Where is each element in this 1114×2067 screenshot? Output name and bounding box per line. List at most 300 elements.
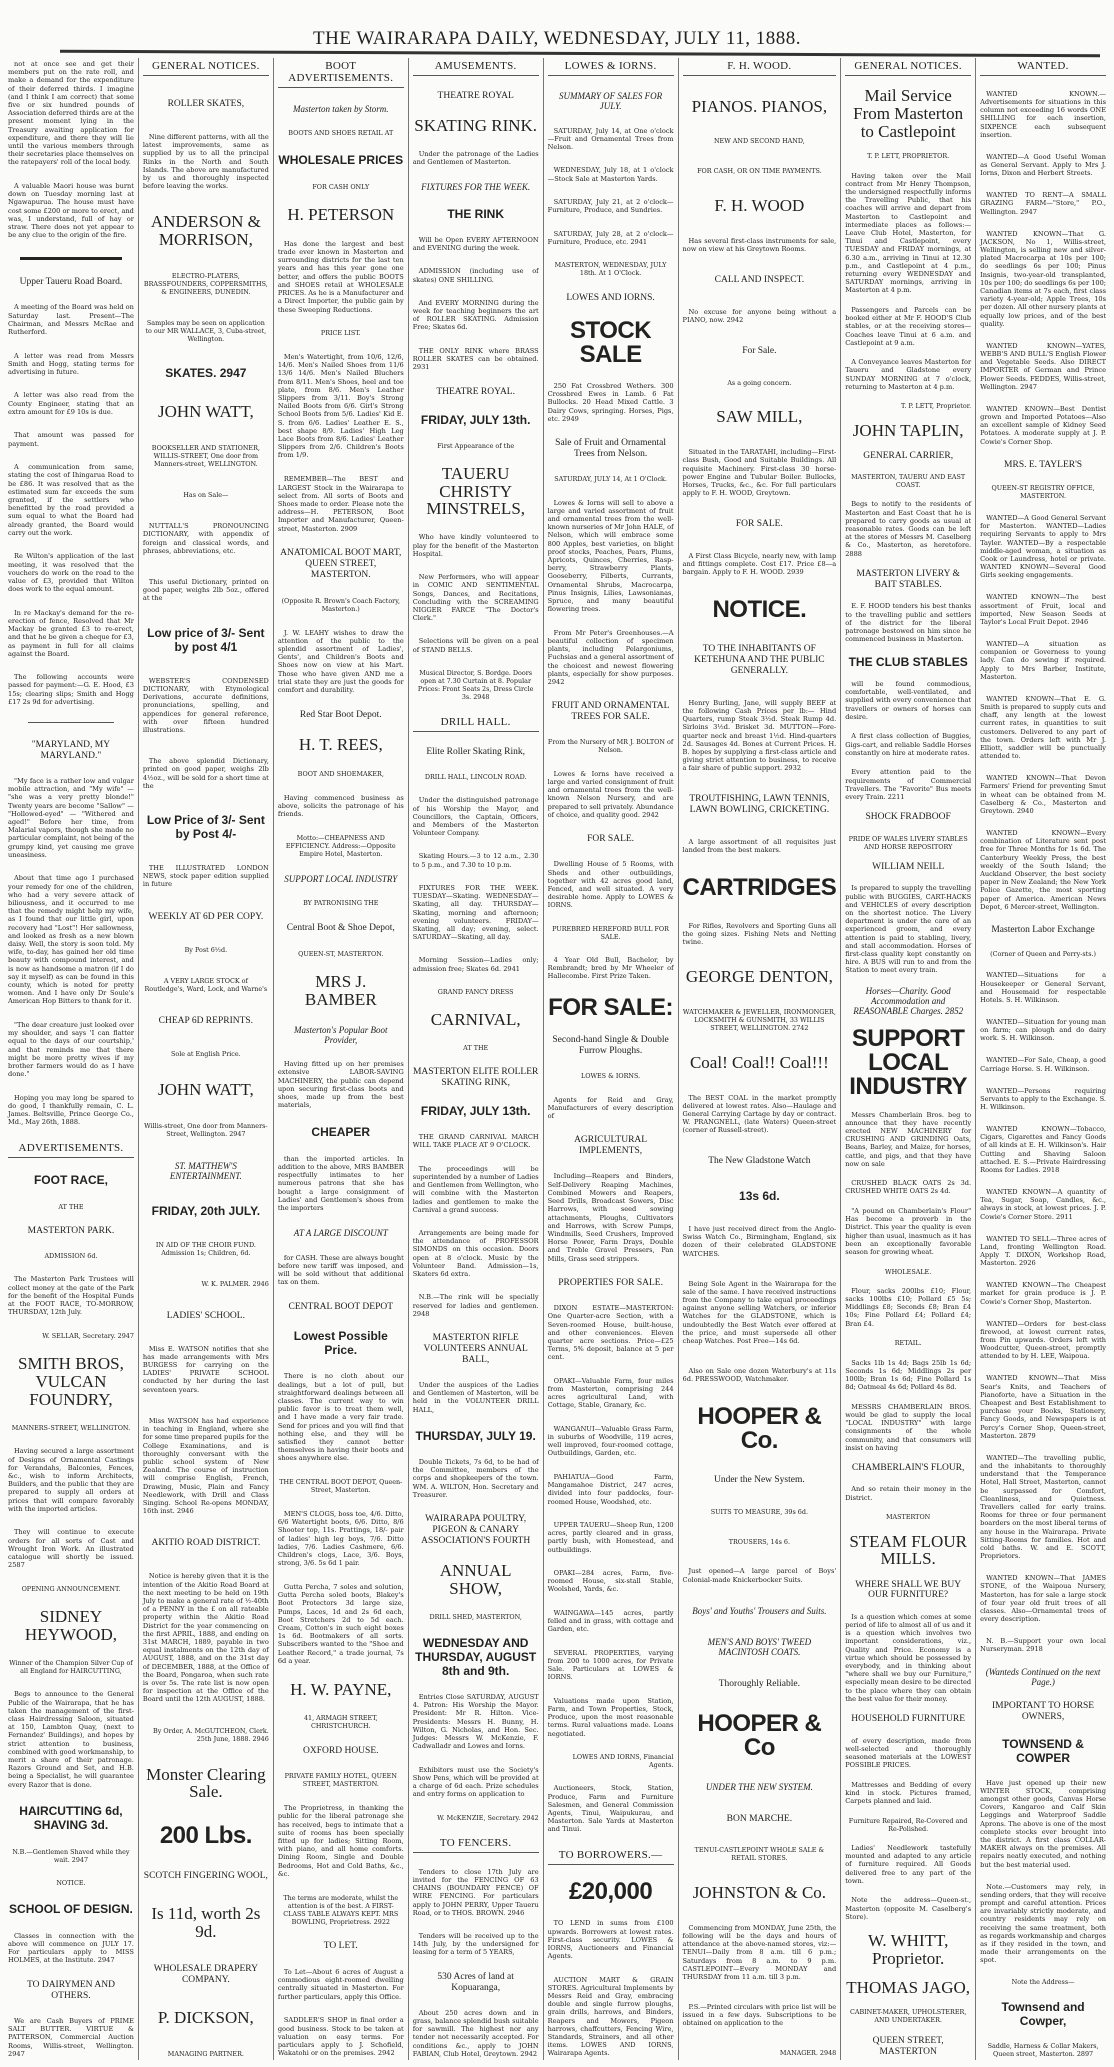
ad-bold-line: Low Price of 3/- Sent by Post 4/-	[146, 813, 265, 841]
small-text: BOOT AND SHOEMAKER,	[297, 769, 384, 778]
ad-subheading: WHERE SHALL WE BUY OUR FURNITURE?	[855, 1579, 962, 1601]
small-text: QUEEN-ST REGISTRY OFFICE, MASTERTON.	[991, 484, 1095, 501]
italic-line: FIXTURES FOR THE WEEK.	[421, 181, 531, 192]
ad-bold-line: WHOLESALE PRICES	[278, 153, 404, 168]
ad-display-title: £20,000	[568, 1878, 653, 1906]
ad-bold-line: FRIDAY, JULY 13th.	[420, 1104, 531, 1119]
paragraph: From Mr Peter's Greenhouses.—A beautiful collection of specimen plants, including Pelargoniums, Fuchsias and a general assortment of the choicest and newest flowering plants, especially for show purposes. 2942	[547, 628, 674, 686]
paragraph: That amount was passed for payment.	[8, 431, 134, 448]
ad-subheading: FOR SALE.	[587, 834, 635, 845]
paragraph: For Rifles, Revolvers and Sporting Guns all the going sizes. Fishing Nets and Netting twine.	[682, 922, 837, 947]
paragraph: of every description, made from well-selected and thoroughly seasoned materials at the LOWEST POSSIBLE PRICES.	[845, 1736, 972, 1770]
small-text: Musical Director, S. Bordge. Doors open at 7.30 Curtain at 8. Popular Prices: Front Seats 2s, Dress Circle 3s. 2948	[417, 668, 534, 701]
paragraph: A first class collection of Buggies, Gigs-cart, and reliable Saddle Horses constantly on hire at moderate rates.	[845, 732, 972, 757]
paragraph: Classes in connection with the above will commence on JULY 17. For particulars apply to MISS HOLMES, at the Institute. 2947	[8, 1931, 134, 1965]
ad-subheading: CALL AND INSPECT.	[714, 274, 805, 285]
ad-subheading: WHOLESALE DRAPERY COMPANY.	[153, 1964, 258, 1985]
small-text: Has on Sale—	[183, 491, 229, 500]
paragraph: Lowes & Iorns will sell to above a large and varied assortment of fruit and ornamental trees from the well-known nurseries of Mr John HALE, of Nelson, which will embrace some 800 Apples, best varieties, on blight proof stocks, Peaches, Pears, Plums, Apricots, Quinces, Cherries, Rasp-berry, Strawberry Plants, Gooseberry, Filberts, Currants, Ornamental Shrubs, Macrocarpa, Pinus Insignis, Lilies, Lawsonianas, Spruce, and many beautiful flowering trees.	[547, 498, 674, 614]
paragraph: WANTED TO RENT—A SMALL GRAZING FARM—"Store," P.O., Wellington. 2947	[980, 191, 1107, 216]
italic-line: MEN'S AND BOYS' TWEED MACINTOSH COATS.	[707, 1637, 812, 1658]
italic-line: SUPPORT LOCAL INDUSTRY	[284, 873, 398, 884]
ad-subheading: Central Boot & Shoe Depot,	[286, 922, 395, 933]
ad-subheading: WILLIAM NEILL	[872, 862, 945, 873]
section-heading: GENERAL NOTICES.	[143, 60, 269, 76]
section-heading: AMUSEMENTS.	[413, 60, 539, 76]
column-amusements	[409, 58, 544, 2060]
thick-divider	[20, 257, 122, 260]
paragraph: P.S.—Printed circulars with price list will be issued in a few days. Subscriptions to be obtained on application to the	[682, 2003, 837, 2028]
ad-subheading: MRS. E. TAYLER'S	[1004, 459, 1083, 470]
paragraph: A letter was read from Messrs Smith and Hogg, stating terms for advertising in future.	[8, 351, 134, 376]
paragraph: TO LEND in sums from £100 upwards. Borrowers at lowest rates. First-class security. LOWES & IORNS, Auctioneers and Financial Agents.	[547, 1919, 674, 1961]
small-text: Saddle, Harness & Collar Makers, Queen street, Masterton. 2897	[987, 2041, 1099, 2058]
small-text: NOTICE.	[56, 1878, 86, 1887]
paragraph: Under the patronage of the Ladies and Gentlemen of Masterton.	[412, 150, 539, 167]
paragraph: About that time ago I purchased your remedy for one of the children, who had a very severe attack of biliousness, and it occurred to me that the remedy might help my wife, as I found that our little girl, upon recovery had "Lost"! Her sallowness, and looked as fresh as a new blown daisy. Well, the story is soon told. My wife, to-day, has gained her old time beauty with compound interest, and is now as handsome a matron (if I do say it myself) as can be found in this county, which is noted for pretty women. And I have only Dr Soule's American Hop Bitters to thank for it.	[8, 874, 134, 1006]
paragraph: WANTED KNOWN—That G. JACKSON, No 1, Willis-street, Wellington, is selling new and silver-plated Macrocarpa at 10s per 100; do seedlings 6s per 100; Pinus Insignis, two-year-old transplanted, 10s per 100; do seedlings 6s per 100; Canadian items at 7s each, first class variety 4-year-old; Apple Trees, 10s per dozen. All other nursery plants at equally low prices, and of the best quality.	[980, 229, 1107, 328]
ad-title: JOHN WATT,	[158, 402, 254, 422]
ad-subheading: LADIES' SCHOOL.	[166, 1310, 245, 1321]
paragraph: To Let—About 6 acres of August a commodious eight-roomed dwelling centrally situated in Masterton. For further particulars, apply this Office.	[277, 1967, 404, 2001]
ad-title: PIANOS. PIANOS,	[691, 96, 828, 116]
small-text: T. P. LETT, PROPRIETOR.	[867, 152, 950, 161]
paragraph: We are Cash Buyers of PRIME SALT BUTTER. VIRTUE & PATTERSON, Commercial Auction Rooms, Willis-street, Wellington. 2947	[8, 2016, 134, 2058]
paragraph: Lowes & Iorns have received a large and varied consignment of fruit and ornamental trees from the well-known Nelson Nursery, and are prepared to sell privately. Abundance of choice, and quality good. 2942	[547, 769, 674, 819]
ad-title: JOHNSTON & Co.	[692, 1883, 827, 1903]
ad-subheading: FOR SALE.	[735, 519, 783, 530]
small-text: CABINET-MAKER, UPHOLSTERER, AND UNDERTAKER.	[849, 2008, 967, 2025]
ad-title: GEORGE DENTON,	[685, 967, 833, 987]
small-text: SATURDAY, JULY 14, At 1 O'Clock.	[554, 475, 667, 484]
paragraph: Re Wilton's application of the last meeting, it was resolved that the vouchers do work on the road to the value of £3, provided that Wilton does work to the equal amount.	[8, 552, 134, 594]
column-lowes-iorns	[544, 58, 679, 2060]
signature-line: T. P. LETT, Proprietor.	[901, 402, 972, 411]
paragraph: "The dear creature just looked over my shoulder, and says 'I can flatter equal to the days of our courtship,' and that reminds me that there might be more pretty wives if my brother farmers would do as I have done."	[8, 1020, 134, 1079]
paragraph: WANTED KNOWN—Best Dentist grown and Imported Potatoes—Also an excellent sample of Kidney Seed Potatoes. A moderate supply at J. P. Cowie's Corner Shop.	[980, 404, 1107, 446]
italic-line: UNDER THE NEW SYSTEM.	[705, 1781, 813, 1792]
paragraph: Just opened—A large parcel of Boys' Colonial-made Knickerbocker Suits.	[682, 1567, 837, 1584]
small-text: DRILL SHED, MASTERTON,	[429, 1612, 522, 1621]
paragraph: THE ONLY RINK where BRASS ROLLER SKATES can be obtained. 2931	[412, 346, 539, 372]
paragraph: They will continue to execute orders for all sorts of Cast and Wrought Iron Work. An illustrated catalogue will shortly be issued. 2587	[8, 1528, 134, 1570]
paragraph: Entries Close SATURDAY, AUGUST 4. Patron: His Worship the Mayor. President: Mr R. Hilton. Vice-Presidents: Messrs H. Bunny, H. Wilton, G. Nicholas, and Hon. Sec. Judges: Messrs W. McKenzie, F. Cadwalladr and Lowes and Iorns.	[412, 1693, 539, 1751]
paragraph: Gutta Percha, 7 soles and solution, Gutta Percha soled boots, Blakey's Boot Protectors 3d large size, Pumps, Laces, 1d and 2s 6d each, Boot Stretchers 2d to 5d each. Cream, Cotton's in such eight boxes 1s 6d. Bootmakers of all sorts. Subscribers wanted to the "Shoe and Leather Record," a trade journal, 7s 6d a year.	[277, 1582, 404, 1665]
paragraph: SATURDAY, July 21, at 2 o'clock—Furniture, Produce, and Sundries.	[547, 198, 674, 215]
small-text: Sole at English Price.	[171, 1049, 241, 1058]
column-news	[4, 58, 139, 2060]
paragraph: WANTED—Persons requiring Servants to apply to the Exchange. S. H. Wilkinson.	[980, 1086, 1107, 1111]
ad-display-title: STOCK SALE	[570, 316, 652, 368]
paragraph: And so retain their money in the District.	[845, 1485, 972, 1502]
ad-subheading: Thoroughly Reliable.	[718, 1679, 800, 1690]
paragraph: E. F. HOOD tenders his best thanks to the travelling public and settlers of the district for the liberal patronage bestowed on him since he commenced business in Masterton.	[845, 602, 972, 644]
ad-subheading: Masterton Labor Exchange	[991, 924, 1095, 935]
paragraph: WANTED—Situation for young man on farm; can plough and do dairy work. S. H. Wilkinson.	[980, 1017, 1107, 1043]
paragraph: Is a question which comes at some period of life to almost all of us and it is a question which involves two important considerations, viz., Quality and Price. Economy is a virtue which should be possessed by everybody, and in thinking about "where shall we buy our Furniture," especially mean desire to be directed to the place where they can obtain the best value for their money.	[845, 1612, 972, 1703]
ad-subheading: Elite Roller Skating Rink,	[426, 747, 526, 758]
paragraph: N.B.—The rink will be specially reserved for ladies and gentlemen. 2948	[412, 1293, 539, 1318]
paragraph: Under the auspices of the Ladies and Gentlemen of Masterton, will be held in the VOLUNTEER DRILL HALL,	[412, 1381, 539, 1414]
paragraph: Nine different patterns, with all the latest improvements, same as supplied by us to all the principal Rinks in the North and South Islands. The above are manufactured by us and thoroughly inspected before leaving the works.	[142, 132, 269, 191]
paragraph: The following accounts were passed for payment:—G. E. Hood, £3 15s; clearing slips; Smith and Hogg £17 2s 9d for advertising.	[8, 673, 134, 706]
italic-line: (Wanteds Continued on the next Page.)	[985, 1667, 1101, 1688]
signature-line: LOWES AND IORNS, Financial Agents.	[572, 1753, 674, 1770]
paragraph: WANTED KNOWN—The best assortment of Fruit, local and imported, New Season Seeds at Taylor's Local Fruit Depot. 2946	[980, 593, 1107, 627]
ad-subheading: GENERAL CARRIER,	[863, 450, 954, 461]
paragraph: SATURDAY, July 28, at 2 o'clock—Furniture, Produce, etc. 2941	[547, 229, 674, 246]
ad-bold-line: FOOT RACE,	[33, 1173, 108, 1188]
paragraph: WAINGAWA—145 acres, partly felled and in grass, with cottage and Garden, etc.	[547, 1608, 674, 1634]
paragraph: Mattresses and Bedding of every kind in stock. Pictures framed, Carpets planned and laid.	[845, 1780, 972, 1806]
paragraph: OPAKI—284 acres, Farm, five-roomed House, six-stall Stable, Woolshed, Yards, &c.	[547, 1569, 674, 1594]
small-text: BOOKSELLER AND STATIONER, WILLIS-STREET, One door from Manners-street, WELLINGTON.	[151, 444, 260, 469]
paragraph: WANTED KNOWN—That Devon Farmers' Friend for preventing Smut in wheat can be obtained from M. Caselberg & Co., Masterton and Greytown. 2940	[980, 774, 1107, 816]
paragraph: CRUSHED BLACK OATS 2s 3d. CRUSHED WHITE OATS 2s 4d.	[845, 1179, 972, 1196]
paragraph: No excuse for anyone being without a PIANO, now. 2942	[682, 307, 837, 324]
ad-subheading: Second-hand Single & Double Furrow Ploughs.	[552, 1035, 669, 1057]
paragraph: WANTED KNOWN—That Miss Sear's Knits, and Teachers of Pianoforte, have a Situation in the Cheapest and Best Establishment to purchase your Books, Stationery, Fancy Goods, and Newspapers is at Percy's Corner Shop, Queen-street, Masterton. 2879	[980, 1374, 1107, 1440]
ad-title: H. W. PAYNE,	[290, 1679, 392, 1699]
paragraph: Under the distinguished patronage of his Worship the Mayor, and Councillors, the Captain, Officers, and Members of the Masterton Volunteer Company.	[412, 796, 539, 838]
masthead-rule	[60, 50, 1100, 58]
masthead-title: THE WAIRARAPA DAILY, WEDNESDAY, JULY 11, 1888.	[313, 28, 801, 49]
paragraph: WANTED—Situations for a Housekeeper or General Servant, and Housemaid for respectable Hotels. S. H. Wilkinson.	[980, 971, 1107, 1004]
paragraph: In re Mackay's demand for the re-erection of fence, Resolved that Mr Mackay be granted £3 to re-erect, and that he be given a cheque for £3, as payment in full for all claims against the Board.	[8, 608, 134, 658]
paragraph: WANTED—The travelling public, and the inhabitants to thoroughly understand that the Temperance Hotel, Hall Street, Masterton, cannot be surpassed for Comfort, Cleanliness, and Quietness. Travellers called for early trains. Rooms for three or four permanent boarders on the most liberal terms of any house in the Wairarapa. Private Sitting-Rooms for families. Hot and cold baths. W. and E. SCOTT, Proprietors.	[980, 1453, 1107, 1561]
ad-title: Monster Clearing Sale.	[146, 1764, 266, 1802]
paragraph: MEN'S CLOGS, boss toe, 4/6. Ditto, 6/6 Watertight boots, 6/6. Ditto, 8/6 Shooter top, 11s. Prattings, 18/- pair of ladies' high leg boys, 7/6. Ditto ladies, 7/6. Ladies Cashmere, 6/6. Children's clogs, Lace, 3/6. Boys, strong, 3/6. 5s 6d 1 pair.	[277, 1509, 404, 1568]
small-text: DRILL HALL, LINCOLN ROAD.	[424, 773, 527, 782]
small-text: Motto:—CHEAPNESS AND EFFICIENCY. Address:—Opposite Empire Hotel, Masterton.	[285, 833, 396, 858]
ad-subheading: CHEAP 6D REPRINTS.	[158, 1015, 254, 1026]
paragraph: And EVERY MORNING during the week for teaching beginners the art of ROLLER SKATING. Admission Free; Skates 6d.	[412, 298, 539, 332]
small-text: RETAIL.	[894, 1339, 922, 1348]
ad-subheading: BON MARCHE.	[726, 1813, 793, 1824]
ad-title: JOHN WATT,	[158, 1079, 254, 1099]
small-text: (Opposite R. Brown's Coach Factory, Masterton.)	[281, 596, 401, 613]
small-text: MASTERTON	[886, 1513, 931, 1522]
paragraph: Having commenced business as above, solicits the patronage of his friends.	[277, 793, 404, 819]
paragraph: A meeting of the Board was held on Saturday last. Present—The Chairman, and Messrs McRae and Rutherford.	[8, 303, 134, 336]
paragraph: Miss WATSON has had experience in teaching in England, where she for some time prepared pupils for the College Examinations, and is thoroughly conversant with the public school system of New Zealand. The course of instruction will comprise English, French, Drawing, Music, Plain and Fancy Needlework, with Drill and Class Singing. School Re-opens MONDAY, 16th inst. 2946	[142, 1416, 269, 1516]
ad-subheading: TO THE INHABITANTS OF KETEHUNA AND THE PUBLIC GENERALLY.	[694, 644, 825, 676]
paragraph: N. B.—Support your own local Nurseryman. 2918	[980, 1637, 1107, 1654]
small-text: WHOLESALE.	[885, 1267, 932, 1276]
small-text: AT THE	[58, 1202, 84, 1211]
ad-title: H. T. REES,	[298, 735, 383, 755]
paragraph: for CASH. These are always bought before new tariff was imposed, and will be sold without that additional tax on them.	[277, 1253, 404, 1287]
paragraph: Including—Reapers and Binders, Self-Delivery Reaping Machines, Combined Mowers and Reapers, Seed Drills, Broadcast Sowers, Disc Harrows, with seed sowing attachments, Ploughs, Cultivators and Harrows, with Screw Pumps, Windmills, Seed Crushers, Improved Horse Power, Farm Drays, Double and Treble Gravel Pressers, Pan Mills, Grass seed strippers.	[547, 1172, 674, 1263]
paragraph: NUTTALL'S PRONOUNCING DICTIONARY, with appendix of foreign and classical words, and phrases, abbreviations, etc.	[142, 522, 269, 555]
ad-title: THOMAS JAGO,	[846, 1978, 971, 1998]
ad-title: Mail Service From Masterton to Castlepoint	[853, 86, 964, 142]
ad-bold-line: FRIDAY, 20th JULY.	[151, 1203, 261, 1218]
ad-title: STEAM FLOUR MILLS.	[849, 1531, 967, 1569]
paragraph: A valuable Maori house was burnt down on Tuesday morning last at Ngawapurua. The house must have cost some £200 or more to erect, and was, I understand, full of hay or straw. There does not yet appear to be any clue to the origin of the fire.	[8, 181, 134, 240]
small-text: 41, ARMAGH STREET, CHRISTCHURCH.	[303, 1714, 378, 1731]
small-text: Winner of the Champion Silver Cup of all England for HAIRCUTTING,	[9, 1659, 133, 1676]
paragraph: "A pound on Chamberlain's Flour" Has become a proverb in the District. This year the quality is even higher than usual, inasmuch as it has been an exceptionally favorable season for growing wheat.	[845, 1207, 972, 1257]
paragraph: WANTED KNOWN—YATES, WEBB'S AND BULL'S English Flower and Vegetable Seeds. Also DIRECT IMPORTER of German and Prince Flower Seeds. FEDDES, Willis-street, Wellington. 2947	[980, 341, 1107, 391]
paragraph: ADMISSION (including use of skates) ONE SHILLING.	[412, 267, 539, 284]
ad-title: P. DICKSON,	[157, 2007, 254, 2027]
small-text: TENUI-CASTLEPOINT WHOLE SALE & RETAIL STORES.	[694, 1846, 825, 1863]
ad-subheading: THEATRE ROYAL.	[436, 386, 515, 397]
paragraph: Auctioneers, Stock, Station, Produce, Farm and Furniture Salesmen, and General Commission Agents, Tinui, Waipukurau, and Masterton. Sale Yards at Masterton and Tinui.	[547, 1784, 674, 1834]
section-heading: TO FENCERS.	[413, 1837, 539, 1853]
italic-line: Masterton taken by Storm.	[293, 103, 389, 114]
paragraph: WANTED KNOWN—Tobacco, Cigars, Cigarettes and Fancy Goods of all kinds at E. H. Wilkinson's. Hair Cutting and Shaving Saloon attached. E. S.—Private Hairdressing Rooms for Ladies. 2918	[980, 1124, 1107, 1174]
paragraph: Has several first-class instruments for sale, now on view at his Greytown Rooms.	[682, 236, 837, 253]
section-heading: LOWES & IORNS.	[548, 60, 674, 76]
paragraph: Double Tickets, 7s 6d, to be had of the Committee, members of the corps and shopkeepers of the town. WM. A. WILTON, Hon. Secretary and Treasurer.	[412, 1458, 539, 1499]
section-heading: DRILL HALL.	[413, 716, 539, 732]
ad-title: SMITH BROS, VULCAN FOUNDRY,	[18, 1354, 124, 1409]
paragraph: Valuations made upon Station, Farm, and Town Properties, Stock, Produce, upon the most reasonable terms. Rural valuations made. Loans negotiated.	[547, 1696, 674, 1738]
paragraph: THE GRAND CARNIVAL MARCH WILL TAKE PLACE AT 9 O'CLOCK.	[412, 1133, 539, 1150]
small-text: MASTERTON, WEDNESDAY, JULY 18th. At 1 O'Clock.	[554, 261, 667, 278]
paragraph: FIXTURES FOR THE WEEK. TUESDAY—Skating. WEDNESDAY—Skating, all day. THURSDAY—Skating, morning and afternoon; evening volunteers. FRIDAY—Skating, all day; evening, select. SATURDAY—Skating, all day.	[412, 883, 539, 942]
paragraph: WANGANUI—Valuable Grass Farm, in suburbs of Woodville, 119 acres, well improved, four-roomed cottage, Outbuildings, Garden, etc.	[547, 1424, 674, 1458]
small-text: ELECTRO-PLATERS, BRASSFOUNDERS, COPPERSMITHS, & ENGINEERS, DUNEDIN.	[143, 272, 268, 297]
ad-subheading: AGRICULTURAL IMPLEMENTS,	[574, 1135, 648, 1157]
ad-title: JOHN TAPLIN,	[852, 420, 964, 440]
small-text: Willis-street, One door from Manners-Street, Wellington. 2947	[144, 1121, 268, 1138]
italic-line: ST. MATTHEW'S ENTERTAINMENT.	[169, 1160, 242, 1181]
ad-bold-line: FRIDAY, JULY 13th.	[420, 412, 531, 427]
ad-subheading: IMPORTANT TO HORSE OWNERS,	[991, 1701, 1095, 1723]
paragraph: Miss E. WATSON notifies that she has made arrangements with Mrs BURGESS for carrying on the LADIES' PRIVATE SCHOOL conducted by her during the last seventeen years.	[142, 1344, 269, 1394]
paragraph: Will be Open EVERY AFTERNOON and EVENING during the week.	[412, 235, 539, 253]
ad-subheading: ROLLER SKATES,	[167, 99, 245, 110]
divider	[28, 722, 114, 723]
column-boot-advertisements	[274, 58, 409, 2060]
paragraph: MESSRS CHAMBERLAIN BROS. would be glad to supply the local "LOCAL INDUSTRY" with large consignments of the whole community, and that consumers will insist on having	[845, 1402, 972, 1452]
ad-title: ANDERSON & MORRISON,	[150, 212, 261, 250]
ad-subheading: TO LET.	[323, 1941, 358, 1952]
italic-line: SUMMARY OF SALES FOR JULY.	[559, 91, 663, 112]
small-text: TROUSERS, 14s 6.	[728, 1537, 791, 1546]
paragraph: Men's Watertight, from 10/6, 12/6, 14/6. Men's Nailed Shoes from 11/6 13/6 14/6. Men's Nailed Bluchers from 8/11. Men's Shoes, heel and toe plate, from 8/6. Men's Leather Slippers from 3/11. Boy's Strong Nailed Boots from 6/6. Girl's Strong School Boots from 5/6. Ladies' Kid E. S. from 6/6. Ladies' Leather E. S., best shape 8/9. Ladies' High Leg Lace Boots from 8/6. Ladies' Leather Slippers from 2/6. Children's Boots from 1/9.	[277, 353, 404, 460]
paragraph: UPPER TAUERU—Sheep Run, 1200 acres, partly cleared and in grass, partly bush, with Homestead, and outbuildings.	[547, 1521, 674, 1554]
paragraph: "My face is a rather low and vulgar mobile attraction, and "My wife" — "she was a very pretty blonde!" Twenty years are become "Sallow" — "Hollowed-eyed" — "Withered and aged!" Before her time, from Malarial vapors, though she made no particular complaint, not being of the grumpy kind, yet causing me grave uneasiness.	[8, 776, 134, 859]
ad-subheading: The New Gladstone Watch	[708, 1156, 811, 1167]
small-text: OPENING ANNOUNCEMENT.	[21, 1584, 121, 1593]
ad-subheading: Red Star Boot Depot.	[299, 709, 382, 720]
paragraph: Arrangements are being made for the attendance of PROFESSOR SIMONDS on this occasion. Doors open at 8 o'clock. Music by the Volunteer Band. Admission—1s, Skaters 6d extra.	[412, 1229, 539, 1279]
paragraph: Commencing from MONDAY, June 25th, the following will be the days and hours of attendance at the above-named stores, viz:— TENUI—Daily from 8 a.m. till 6 p.m.; Saturdays from 8 a.m. to 9 p.m. CASTLEPOINT—Every MONDAY and THURSDAY from 11 a.m. till 3 p.m.	[682, 1923, 837, 1982]
ad-bold-line: Townsend and Cowper,	[1001, 2000, 1085, 2029]
ad-title: CARNIVAL,	[430, 1010, 521, 1030]
paragraph: Tenders will be received up to the 14th July, by the undersigned for leasing for a term of 5 YEARS,	[412, 1932, 539, 1957]
ad-title: H. PETERSON	[287, 205, 395, 225]
ad-subheading: TO DAIRYMEN AND OTHERS.	[26, 1979, 115, 2001]
paragraph: Begs to notify to the residents of Masterton and East Coast that he is prepared to carry goods as usual at reasonable rates. Goods can be left at the stores of Messrs M. Caselberg & Co., Masterton, as heretofore. 2888	[845, 500, 972, 558]
small-text: The terms are moderate, whilst the attention is of the best. A FIRST-CLASS TABLE ALWAYS KEPT. MRS BOWLING, Proprietress. 2922	[283, 1893, 399, 1926]
paragraph: Begs to announce to the General Public of the Wairarapa, that he has taken the management of the first-class Hairdressing Saloon, situated at 150, Lambton Quay, (next to Fernandez' Buildings), and hopes by strict attention to business, combined with good workmanship, to merit a share of their patronage. Razors Ground and Set, and H.B. being a Specialist, he will guarantee every Razor that is done.	[8, 1690, 134, 1789]
paragraph: SADDLER'S SHOP in final order a good business. Stock to be taken at valuation on easy terms. For particulars apply to J. Schofield, Wakatohi or on the premises. 2942	[277, 2016, 404, 2058]
paragraph: WEBSTER'S CONDENSED DICTIONARY, with Etymological Derivations, accurate definitions, pronunciations, spelling, and appendices for general reference, with over fifteen hundred illustrations.	[142, 676, 269, 734]
paragraph: DIXON ESTATE—MASTERTON: One Quarter-acre Section, with a Seven-roomed House, built-house, and other conveniences. Eleven quarter acre sections. Price—£25 Terms, 5% deposit, balance at 5 per cent.	[547, 1304, 674, 1362]
ad-bold-line: CHEAPER	[311, 1125, 371, 1140]
small-text: THE CENTRAL BOOT DEPOT, Queen-Street, Masterton.	[279, 1478, 403, 1495]
paragraph: A large assortment of all requisites just landed from the best makers.	[682, 838, 837, 855]
ad-subheading: MASTERTON PARK.	[27, 1225, 115, 1236]
ad-subheading: QUEEN STREET, MASTERTON	[872, 2035, 944, 2057]
ad-bold-line: THE CLUB STABLES	[848, 654, 968, 669]
paragraph: WANTED KNOWN—That E. G. Smith is prepared to supply cuts and chaff, any length at the lowest current rates, in quantities to suit customers. Delivered to any part of the town. Orders left with Mr J. Elliott, saddler will be punctually attended to.	[980, 694, 1107, 761]
small-text: First Appearance of the	[437, 441, 515, 450]
ad-subheading: ANATOMICAL BOOT MART, QUEEN STREET, MASTERTON.	[280, 548, 402, 581]
paragraph: Notice is hereby given that it is the intention of the Akitio Road Board at the next meeting to be held on 19th July to make a general rate of ½-40th of a PENNY in the £ on all rateable property within the Akitio Road District for the year commencing on the first APRIL, 1888, and ending on 31st MARCH, 1889, payable in two equal instalments on the 12th day of AUGUST, 1888, and on the 31st day of DECEMBER, 1888, at the Office of the Board, Pongaroa, when such rate is over 5s. The rate list is now open for inspection at the Office of the Board until the 12th AUGUST, 1888.	[142, 1572, 269, 1704]
section-heading: BOOT ADVERTISEMENTS.	[278, 60, 404, 88]
paragraph: A First Class Bicycle, nearly new, with lamp and fittings complete. Cost £17. Price £8—a bargain. Apply to F. H. WOOD. 2939	[682, 551, 837, 577]
paragraph: This useful Dictionary, printed on good paper, weighs 2lb 5oz., offered at the	[142, 578, 269, 603]
paragraph: Every attention paid to the requirements of Commercial Travellers. The "Favorite" Bus meets every Train. 2211	[845, 768, 972, 801]
paragraph: OPAKI—Valuable Farm, four miles from Masterton, comprising 244 acres agricultural Land, with Cottage, Stable, Granary, &c.	[547, 1376, 674, 1410]
small-text: PRIDE OF WALES LIVERY STABLES AND HORSE REPOSITORY	[848, 834, 968, 851]
small-text: BOOTS AND SHOES RETAIL AT	[288, 129, 394, 138]
paragraph: WANTED TO SELL—Three acres of Land, fronting Wellington Road. Apply T. DIXON, Workshop Road, Masterton. 2926	[980, 1234, 1107, 1268]
paragraph: Being Sole Agent in the Wairarapa for the sale of the same. I have received instructions from the Company to take equal proceedings against anyone selling Watchers, or inferior Watches for the GLADSTONE, which is undoubtedly the Best Watch ever offered at the price, and must supersede all other cheap Watches. Post Free—14s 6d.	[682, 1279, 837, 1345]
small-text: QUEEN-ST, MASTERTON.	[298, 949, 384, 958]
italic-line: Boys' and Youths' Trousers and Suits.	[692, 1605, 827, 1616]
ad-bold-line: WEDNESDAY AND THURSDAY, AUGUST 8th and 9th.	[415, 1635, 537, 1678]
section-heading: ADVERTISEMENTS.	[8, 1142, 134, 1158]
paragraph: Note.—Customers may rely, in sending orders, that they will receive prompt and careful attention. Prices are invariably strictly moderate, and country residents may rely on receiving the same treatment, both as regards workmanship and charges as if they resided in the town, and made their arrangements on the spot.	[980, 1882, 1107, 1965]
ad-subheading: PROPERTIES FOR SALE.	[558, 1277, 663, 1288]
ad-bold-line: Low price of 3/- Sent by post 4/1	[147, 625, 265, 654]
paragraph: Flour, sacks 200lbs £10; Flour, sacks 100lbs £10; Pollard £5 5s; Middlings £8; Seconds £8; Bran £4 10s; Fine Pollard £4; Pollard £4; Bran £4.	[845, 1286, 972, 1328]
paragraph: Dwelling House of 5 Rooms, with Sheds and other outbuildings, together with 42 acres good land, Fenced, and well situated. A very desirable home. Apply to LOWES & IORNS.	[547, 860, 674, 910]
italic-line: AT A LARGE DISCOUNT	[293, 1227, 388, 1238]
ad-display-title: 200 Lbs.	[159, 1822, 252, 1850]
paragraph: Messrs Chamberlain Bros. beg to announce that they have recently erected NEW MACHINERY for CRUSHING AND GRINDING Oats, Beans, Barley, and Maize, for horses, cattle, and pigs, and that they have now on sale	[845, 1110, 972, 1168]
small-text: WATCHMAKER & JEWELLER, IRONMONGER, LOCKSMITH & GUNSMITH, 33 WILLIS STREET, WELLINGTON. 2742	[682, 1008, 836, 1033]
ad-subheading: CHAMBERLAIN'S FLOUR,	[851, 1463, 965, 1474]
ad-bold-line: THE RINK	[447, 206, 504, 221]
paragraph: Who have kindly volunteered to play for the benefit of the Masterton Hospital.	[412, 533, 539, 558]
small-text: PRIVATE FAMILY HOTEL, QUEEN STREET, MASTERTON.	[284, 1772, 397, 1789]
ad-display-title: SUPPORT LOCAL INDUSTRY	[849, 1025, 968, 1101]
paragraph: AUCTION MART & GRAIN STORES. Agricultural Implements by Messrs Reid and Gray, embracing double and single furrow ploughs, grain drills, harrows, and Binders, Reapers and Mowers, Pigeon harrows, chaffcutters, Fencing Wire, Standards, Strainers, and all other items. LOWES AND IORNS, Wairarapa Agents.	[547, 1975, 674, 2058]
ad-title: F. H. WOOD	[714, 196, 805, 216]
ad-subheading: SHOCK FRADBOOF	[865, 812, 951, 823]
small-text: MANNERS-STREET, WELLINGTON.	[11, 1424, 131, 1433]
ad-subheading: CENTRAL BOOT DEPOT	[288, 1302, 394, 1313]
paragraph: The Masterton Park Trustees will collect money at the gate of the Park for the benefit of the Hospital Funds at the FOOT RACE, TO-MORROW, THURSDAY, 12th July.	[8, 1275, 134, 1317]
small-text: GRAND FANCY DRESS	[437, 988, 514, 996]
ad-bold-line: SKATES. 2947	[165, 366, 247, 381]
small-text: (Corner of Queen and Perry-sts.)	[990, 949, 1097, 958]
paragraph: Situated in the TARATAHI, including—First-class Bush, Good and Suitable Buildings. All requisite Machinery. First-class 30 horse-power Engine and Tubular Boiler. Bullocks, Horses, Trucks, &c., &c. For full particulars apply to F. H. WOOD, Greytown.	[682, 448, 837, 498]
ad-subheading: MASTERTON RIFLE VOLUNTEERS ANNUAL BALL,	[423, 1333, 528, 1365]
small-text: NEW AND SECOND HAND,	[713, 137, 805, 146]
small-text: FOR CASH, OR ON TIME PAYMENTS.	[697, 167, 822, 176]
small-text: PUREBRED HEREFORD BULL FOR SALE.	[552, 924, 669, 941]
paragraph: WANTED—A situation as companion or Governess to young lady. Can do sewing if required. Apply to Mrs Barber, Institute, Masterton.	[980, 640, 1107, 681]
paragraph: A Conveyance leaves Masterton for Taueru and Gladstone every SUNDAY MORNING at 7 o'clock, returning to Masterton at 4 p.m.	[845, 358, 972, 391]
paragraph: THE ILLUSTRATED LONDON NEWS, stock paper edition supplied in future	[142, 864, 269, 889]
ad-title: W. WHITT, Proprietor.	[867, 1931, 949, 1969]
paragraph: Ladies' Needlework tastefully mounted and adapted to any article of furniture required. All Goods delivered free to any part of the town.	[845, 1843, 972, 1885]
ad-subheading: WAIRARAPA POULTRY, PIGEON & CANARY ASSOCIATION'S FOURTH	[421, 1514, 531, 1546]
small-text: IN AID OF THE CHOIR FUND. Admission 1s; Children, 6d.	[155, 1240, 256, 1257]
small-text: A VERY LARGE STOCK of Routledge's, Ward, Lock, and Warne's	[144, 976, 268, 993]
ad-subheading: 530 Acres of land at Kopuaranga,	[437, 1971, 514, 1993]
ad-subheading: LOWES AND IORNS.	[566, 292, 655, 303]
ad-subheading: Upper Taueru Road Board.	[19, 277, 123, 288]
ad-bold-line: 13s 6d.	[739, 1189, 780, 1204]
paragraph: The above splendid Dictionary, printed on good paper, weighs 2lb 4½oz., will be sold for a short time at the	[142, 757, 269, 790]
small-text: By Post 6½d.	[184, 945, 228, 954]
paragraph: PAHIATUA—Good Farm, Mangamahoe District, 247 acres, divided into four paddocks, four-roomed House, Woodshed, etc.	[547, 1472, 674, 1506]
paragraph: WANTED KNOWN—The Cheapest market for grain produce is J. P. Cowie's Corner Shop, Masterton.	[980, 1281, 1107, 1306]
paragraph: Hoping you may long be spared to do good, I thankfully remain, C. L. James. Beltsville, Prince George Co., Md., May 26th, 1888.	[8, 1093, 134, 1127]
ad-bold-line: Lowest Possible Price.	[293, 1328, 388, 1357]
paragraph: Agents for Reid and Gray, Manufacturers of every description of	[547, 1095, 674, 1120]
ad-display-title: HOOPER & Co.	[697, 1403, 822, 1455]
section-heading: TO BORROWERS.—	[548, 1849, 674, 1865]
ad-display-title: FOR SALE:	[548, 993, 673, 1021]
paragraph: Henry Burling, Jane, will supply BEEF at the following Cash Prices per lb:— Hind Quarters, rump Steak 3½d. Steak Rump 4d. Sirloins 3½d. Brisket 3d. MUTTON—Fore-quarter neck and breast 1½d. Hind-quarters 2d. Sausages 4d. Bones at Current Prices. H. B. hopes by supplying a first-class article and giving strict attention to business, to receive a fair share of public support. 2932	[682, 698, 837, 773]
paragraph: About 250 acres down and in grass, balance splendid bush suitable for sawmill. The highest nor any tender not necessarily accepted. For conditions &c., apply to JOHN FABIAN, Club Hotel, Greytown. 2942	[412, 2008, 539, 2058]
small-text: BY PATRONISING THE	[303, 899, 379, 908]
paragraph: A communication from same, stating the cost of Ihingarua Road to be £86. It was resolved that as the estimated sum far exceeds the sum granted, if the settlers who benefitted by the road provided a sum equal to what the Board had already granted, the Board would carry out the work.	[8, 463, 134, 537]
ad-title: SKATING RINK.	[414, 116, 538, 136]
column-wanted	[976, 58, 1110, 2060]
signature-line: W. SELLAR, Secretary. 2947	[42, 1331, 134, 1340]
ad-title: SAW MILL,	[716, 407, 803, 427]
column-f-h-wood	[679, 58, 842, 2060]
paragraph: Tenders to close 17th July are invited for the FENCING OF 63 CHAINS (BOUNDARY FENCE) OF WIRE FENCING. For particulars apply to JOHN PERRY, Upper Taueru Road, or to THOS. BROWN. 2946	[412, 1867, 539, 1917]
paragraph: REMEMBER—The BEST and LARGEST Stock in the Wairarapa to select from. All sorts of Boots and Shoes made to order. Please note the address—H. PETERSON, Boot Importer and Manufacturer, Queen-street, Masterton. 2909	[277, 475, 404, 533]
ad-subheading: For Sale.	[742, 345, 777, 356]
ad-subheading: TROUTFISHING, LAWN TENNIS, LAWN BOWLING, CRICKETING.	[689, 794, 830, 816]
paragraph: New Performers, who will appear in COMIC AND SENTIMENTAL Songs, Dances, and Recitations, Concluding with the SCREAMING NIGGER FARCE "The Doctor's Clerk."	[412, 573, 539, 623]
ad-subheading: MASTERTON LIVERY & BAIT STABLES.	[856, 569, 960, 591]
paragraph: I have just received direct from the Anglo-Swiss Watch Co., Birmingham, England, six dozen of their celebrated GLADSTONE WATCHES.	[682, 1224, 837, 1258]
paragraph: Passengers and Parcels can be booked either at Mr F. HOOD'S Club stables, or at the receiving stores—Coaches leave Tinui at 6 a.m. and Castlepoint at 9 a.m.	[845, 305, 972, 347]
section-heading: WANTED.	[980, 60, 1106, 76]
small-text: FOR CASH ONLY	[312, 182, 370, 191]
paragraph: Have just opened up their new WINTER STOCK, comprising amongst other goods, Canvas Horse Covers, Kangaroo and Calf Skin Leggings and Waterproof Saddle Aprons. The above is one of the most complete stocks ever brought into the district. A first class COLLAR-MAKER always on the premises. All repairs neatly executed, and nothing but the best material used.	[980, 1778, 1107, 1869]
ad-bold-line: HAIRCUTTING 6d, SHAVING 3d.	[19, 1804, 123, 1833]
ad-subheading: AKITIO ROAD DISTRICT.	[151, 1538, 261, 1549]
paragraph: WANTED—A Good General Servant for Masterton. WANTED—Ladies requiring Servants to apply to Mrs Tayler. WANTED—By a respectable middle-aged woman, a situation as Cook or Laundress, hotel or private. WANTED KNOWN—Several Good Girls seeking engagements.	[980, 514, 1107, 580]
italic-line: Masterton's Popular Boot Provider,	[294, 1024, 388, 1045]
columns	[4, 58, 1110, 2060]
paragraph: Morning Session—Ladies only; admission free; Skates 6d. 2941	[412, 956, 539, 973]
paragraph: WEDNESDAY, July 18, at 1 o'clock—Stock Sale at Masterton Yards.	[547, 166, 674, 183]
ad-title: Coal! Coal!! Coal!!!	[689, 1052, 829, 1072]
ad-subheading: SCOTCH FINGERING WOOL,	[143, 1871, 268, 1882]
signature-line: MANAGER. 2948	[779, 2049, 837, 2058]
paragraph: 4 Year Old Bull, Bachelor, by Rembrandt; bred by Mr Wheeler of Hallecombe. First Prize Taken.	[547, 956, 674, 981]
ad-subheading: HOUSEHOLD FURNITURE	[851, 1714, 966, 1725]
column-general-notices-2	[841, 58, 976, 2060]
column-general-notices	[139, 58, 274, 2060]
paragraph: WANTED—For Sale, Cheap, a good Carriage Horse. S. H. Wilkinson.	[980, 1056, 1107, 1073]
paragraph: not at once see and get their members put on the rate roll, and make a demand for the expenditure of their deferred thirds. I imagine (and I think I am correct) that some five or six hundred pounds of Association deferred thirds are at the present moment lying in the Treasury awaiting application for expenditure, and there they will lie until the various members through their secretaries place themselves on the ratepayers' roll of the local body.	[8, 60, 134, 167]
paragraph: Note the address—Queen-st., Masterton (opposite M. Caselberg's Store).	[845, 1896, 972, 1921]
ad-title: Is 11d, worth 2s 9d.	[151, 1904, 261, 1942]
paragraph: The proceedings will be superintended by a number of Ladies and Gentlemen from Wellington, who will combine with the Masterton ladies and gentlemen to make the Carnival a grand success.	[412, 1164, 539, 1214]
ad-display-title: NOTICE.	[712, 596, 807, 624]
small-text: MANAGING PARTNER.	[167, 2049, 244, 2058]
paragraph: Has done the largest and best trade ever known in Masterton and surrounding districts for the last ten years and has this year gone one better, and offers the public BOOTS and SHOES retail at WHOLESALE PRICES. As he is a Manufacturer and a Direct Importer, the public gain by these Sweeping Reductions.	[277, 239, 404, 314]
